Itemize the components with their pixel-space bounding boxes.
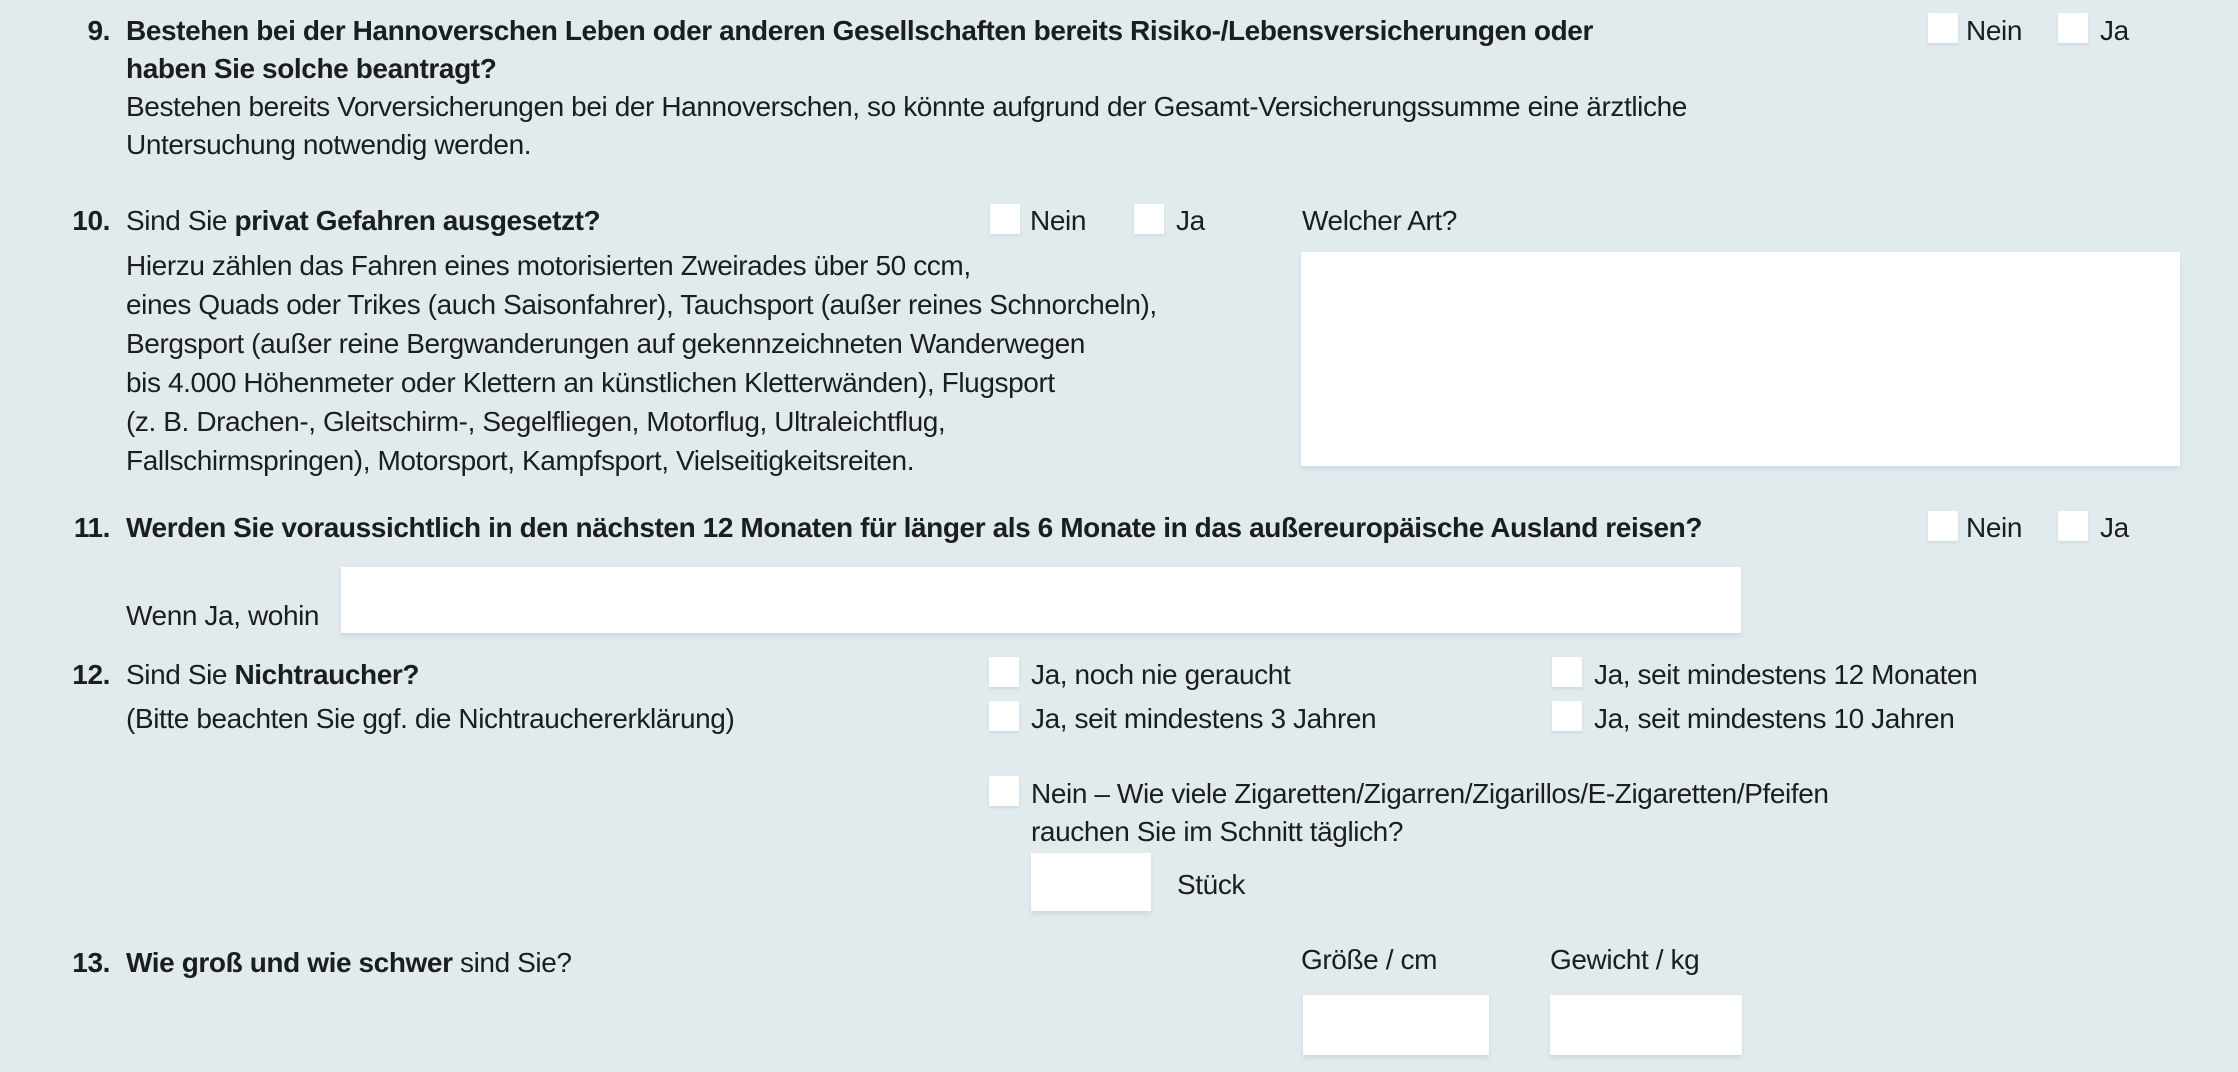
question-10-text	[126, 202, 600, 240]
q10-no-checkbox[interactable]	[990, 204, 1020, 234]
q12-10-years-label: Ja, seit mindestens 10 Jahren	[1594, 703, 1955, 734]
q13-weight-input[interactable]	[1550, 995, 1742, 1055]
q12-never-smoked-label: Ja, noch nie geraucht	[1031, 659, 1291, 690]
question-12-number: 12.	[72, 659, 110, 690]
q10-details-textarea[interactable]	[1301, 252, 2180, 466]
q11-yes-checkbox[interactable]	[2058, 511, 2088, 541]
q11-no-label: Nein	[1966, 512, 2022, 543]
q10-desc-line4: bis 4.000 Höhenmeter oder Klettern an künstlichen Kletterwänden), Flugsport	[126, 367, 1055, 398]
question-11-number: 11.	[73, 512, 110, 543]
question-10-text-bold: privat Gefahren ausgesetzt?	[234, 205, 601, 236]
q12-3-years-checkbox[interactable]	[989, 701, 1019, 731]
q9-no-checkbox[interactable]	[1928, 13, 1958, 43]
question-9-note-line1: Bestehen bereits Vorversicherungen bei der Hannoverschen, so könnte aufgrund der Gesamt-Versicherungssumme eine ärztliche	[126, 91, 1687, 122]
q13-height-input[interactable]	[1303, 995, 1489, 1055]
q11-if-yes-label: Wenn Ja, wohin	[126, 600, 320, 631]
q10-which-kind-label: Welcher Art?	[1302, 205, 1457, 236]
q10-desc-line6: Fallschirmspringen), Motorsport, Kampfsport, Vielseitigkeitsreiten.	[126, 445, 915, 476]
q12-12-months-checkbox[interactable]	[1552, 657, 1582, 687]
q12-unit-label: Stück	[1177, 869, 1246, 900]
q11-yes-label: Ja	[2100, 512, 2129, 543]
q12-count-input[interactable]	[1031, 853, 1151, 911]
q13-height-label: Größe / cm	[1301, 944, 1438, 975]
q10-no-label: Nein	[1030, 205, 1086, 236]
q12-3-years-label: Ja, seit mindestens 3 Jahren	[1031, 703, 1377, 734]
question-9-text-line2: haben Sie solche beantragt?	[126, 53, 497, 84]
q9-yes-checkbox[interactable]	[2058, 13, 2088, 43]
q10-desc-line2: eines Quads oder Trikes (auch Saisonfahrer), Tauchsport (außer reines Schnorcheln),	[126, 289, 1157, 320]
question-13-text-bold: Wie groß und wie schwer	[126, 947, 453, 978]
q12-10-years-checkbox[interactable]	[1552, 701, 1582, 731]
question-13-text	[126, 944, 572, 982]
question-9-number: 9.	[87, 15, 110, 46]
q10-yes-label: Ja	[1176, 205, 1205, 236]
q11-destination-input[interactable]	[341, 567, 1741, 633]
q10-desc-line3: Bergsport (außer reine Bergwanderungen auf gekennzeichneten Wanderwegen	[126, 328, 1085, 359]
question-9-text-line1: Bestehen bei der Hannoverschen Leben oder anderen Gesellschaften bereits Risiko-/Lebensversicherungen oder	[126, 15, 1593, 46]
q9-yes-label: Ja	[2100, 15, 2129, 46]
q12-never-smoked-checkbox[interactable]	[989, 657, 1019, 687]
q12-12-months-label: Ja, seit mindestens 12 Monaten	[1594, 659, 1978, 690]
question-11-text: Werden Sie voraussichtlich in den nächsten 12 Monaten für länger als 6 Monate in das außereuropäische Ausland reisen?	[126, 512, 1703, 543]
q13-weight-label: Gewicht / kg	[1550, 944, 1700, 975]
q9-no-label: Nein	[1966, 15, 2022, 46]
question-13-number: 13.	[72, 947, 110, 978]
q12-note: (Bitte beachten Sie ggf. die Nichtrauchererklärung)	[126, 703, 735, 734]
question-13-text-suffix: sind Sie?	[452, 947, 572, 978]
q10-desc-line1: Hierzu zählen das Fahren eines motorisierten Zweirades über 50 ccm,	[126, 250, 971, 281]
question-12-text-bold: Nichtraucher?	[234, 659, 420, 690]
q12-smoker-label-line1: Nein – Wie viele Zigaretten/Zigarren/Zigarillos/E-Zigaretten/Pfeifen	[1031, 778, 1829, 809]
q12-smoker-label-line2: rauchen Sie im Schnitt täglich?	[1031, 816, 1404, 847]
question-10-text-prefix: Sind Sie	[126, 205, 235, 236]
q12-smoker-checkbox[interactable]	[989, 776, 1019, 806]
question-12-text	[126, 656, 419, 694]
question-10-number: 10.	[72, 205, 110, 236]
question-9-note-line2: Untersuchung notwendig werden.	[126, 129, 532, 160]
question-12-text-prefix: Sind Sie	[126, 659, 235, 690]
q10-yes-checkbox[interactable]	[1134, 204, 1164, 234]
q11-no-checkbox[interactable]	[1928, 511, 1958, 541]
q10-desc-line5: (z. B. Drachen-, Gleitschirm-, Segelfliegen, Motorflug, Ultraleichtflug,	[126, 406, 946, 437]
